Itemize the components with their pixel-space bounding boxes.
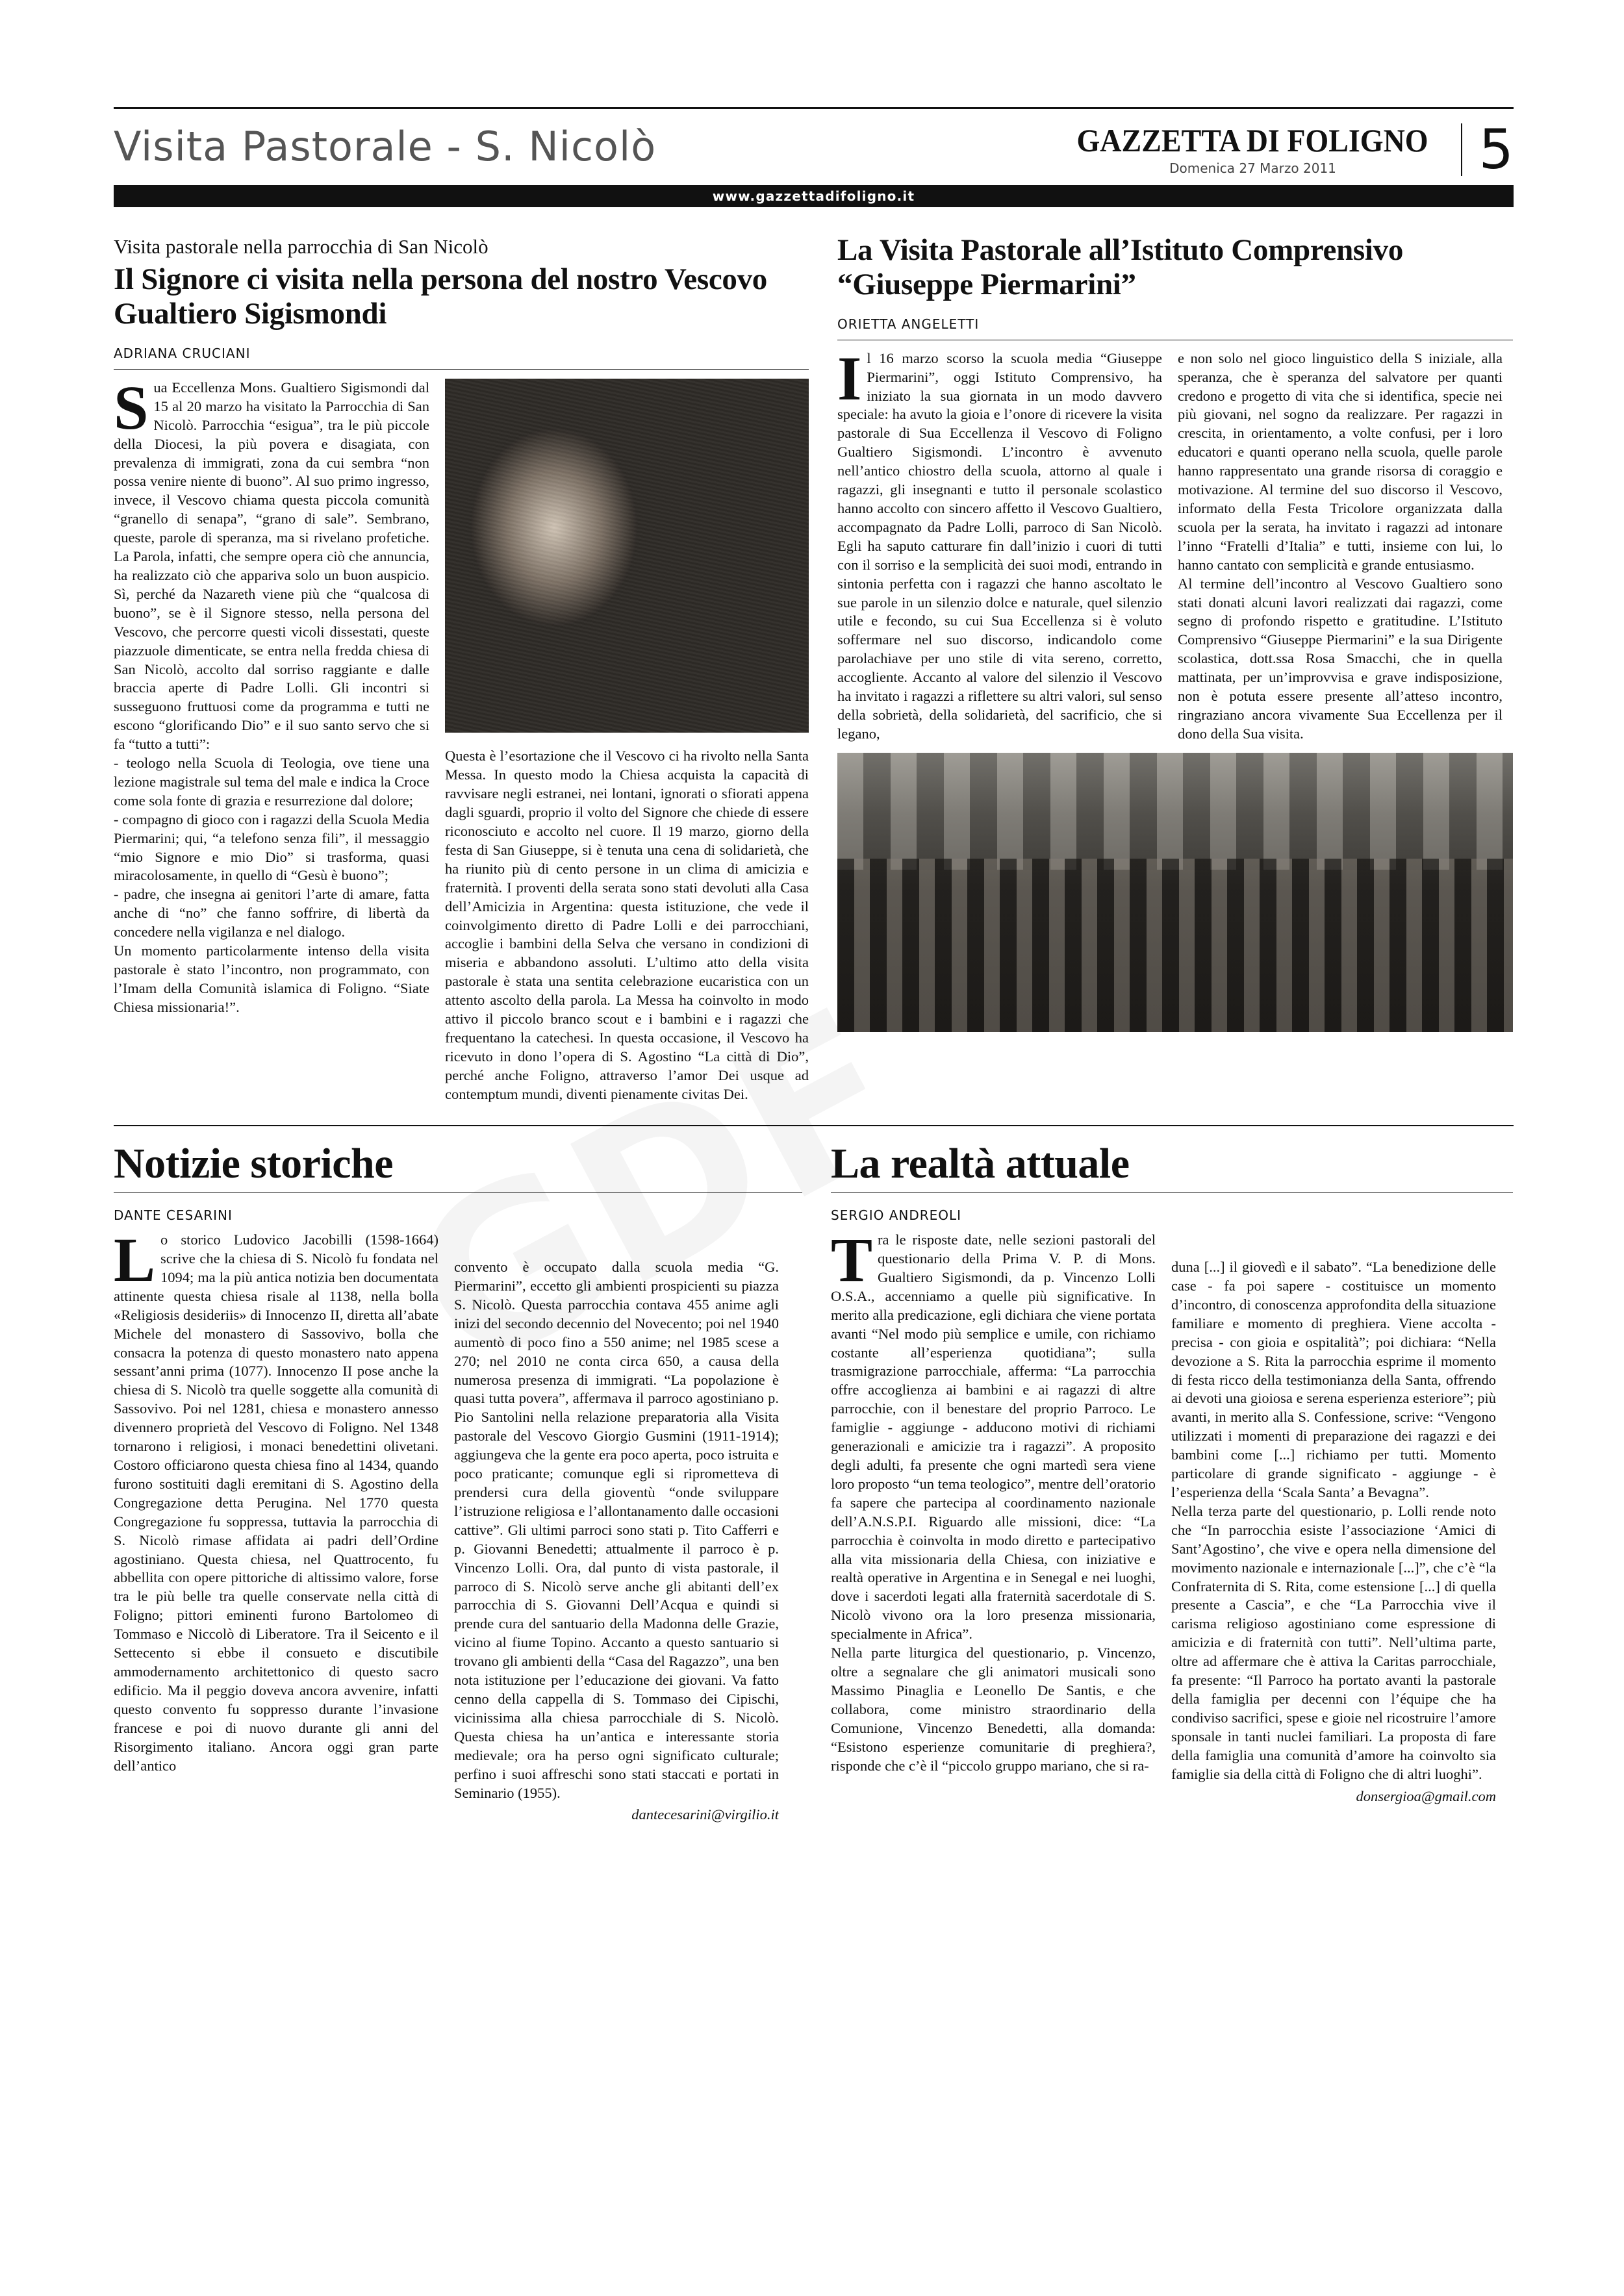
article1-headline: Il Signore ci visita nella persona del nostro Vescovo Gualtiero Sigismondi	[114, 262, 767, 331]
article4-headline: La realtà attuale	[831, 1140, 1130, 1188]
photo-incontro-chiostro	[837, 753, 1513, 1032]
article-realta-attuale	[831, 1130, 1513, 1823]
website-url: www.gazzettadifoligno.it	[712, 188, 915, 204]
article1-caption: Questa è l’esortazione che il Vescovo ci ha rivolto nella Santa Messa. In questo modo la Chiesa acquista la capacità di ravvisare negli estranei, nei lontani, ignorati o sfiorati appena dagli sguardi, proprio il volto del Signore che chiede di essere riconosciuto e accolto nel cuore. Il 19 marzo, giorno della festa di San Giuseppe, si è tenuta una cena di solidarietà, che ha riunito più di cento persone in un clima di amicizia e fraternità. I proventi della serata sono stati devoluti alla Casa dell’Amicizia in Argentina: questa istituzione, che vede il coinvolgimento diretto di Padre Lolli e dei parrocchiani, accoglie i bambini della Selva che versano in condizioni di miseria e abbandono assoluti. L’ultimo atto della visita pastorale è stata una sentita celebrazione eucaristica con un attento ascolto della parola. La Messa ha coinvolto in modo attivo il piccolo branco scout e i bambini e i ragazzi che frequentano la catechesi. In questa occasione, il Vescovo ha ricevuto in dono l’opera di S. Agostino “La città di Dio”, perché anche Foligno, attraverso l’amor Dei usque ad contemptum mundi, diventi pienamente civitas Dei.	[445, 748, 809, 1102]
issue-date: Domenica 27 Marzo 2011	[1169, 160, 1336, 176]
newspaper-name: GAZZETTA DI FOLIGNO	[1076, 122, 1429, 158]
article1-paragraph-4: - padre, che insegna ai genitori l’arte di amare, fatta anche di “no” che fanno soffrire, di libertà da concedere nella vigilanza e nel dialogo.	[114, 886, 429, 940]
divider	[831, 1192, 1513, 1193]
article1-kicker: Visita pastorale nella parrocchia di San Nicolò	[114, 234, 488, 258]
article2-column-2	[1178, 349, 1503, 744]
article3-byline: DANTE CESARINI	[114, 1207, 233, 1224]
newspaper-nameplate	[1061, 123, 1462, 176]
top-articles	[114, 212, 1514, 1119]
article4-column-2	[1171, 1231, 1496, 1804]
article2-headline: La Visita Pastorale all’Istituto Comprensivo “Giuseppe Piermarini”	[837, 233, 1404, 301]
divider	[114, 369, 809, 370]
article1-column-2	[445, 379, 809, 1118]
section-divider	[114, 1125, 1514, 1126]
article4-byline: SERGIO ANDREOLI	[831, 1207, 962, 1224]
masthead-right	[1061, 118, 1514, 182]
article1-byline: ADRIANA CRUCIANI	[114, 345, 251, 361]
article4-paragraph-2: Nella parte liturgica del questionario, p. Vincenzo, oltre a segnalare che gli animatori musicali sono Massimo Pinaglia e Leonello De Santis, e che collabora, come ministro straordinario della Comunione, Vincenzo Benedetti, alla domanda: “Esistono esperienze comunitarie di preghiera?, risponde che c’è il “piccolo gruppo mariano, che si ra-	[831, 1645, 1156, 1774]
article3-paragraph-1: Lo storico Ludovico Jacobilli (1598-1664) scrive che la chiesa di S. Nicolò fu fondata nel 1094; ma la più antica notizia ben documentata attinente questa chiesa risale al 1138, nella bolla «Religiosis desideriis» di Innocenzo II, diretta all’abate Michele del monastero di Sassovivo, bolla che consacra la potenza di questo monastero nato appena sessant’anni prima (1077). Innocenzo II pose anche la chiesa di S. Nicolò tra quelle soggette alla comunità di Sassovivo. Poi nel 1281, chiesa e monastero annesso divennero proprietà del Vescovo di Foligno. Nel 1348 tornarono i religiosi, i monaci benedettini olivetani. Costoro officiarono questa chiesa fino al 1434, quando furono sostituiti dagli eremitani di S. Agostino della Congregazione detta Perugina. Nel 1770 questa Congregazione fu soppressa, tuttavia la parrocchia di S. Nicolò rimase affidata ai padri dell’Ordine agostiniano. Questa chiesa, nel Quattrocento, fu abbellita con opere pittoriche di altissimo valore, forse tra le più belle tra quelle conservate nella città di Foligno; pittori eminenti furono Bartolomeo di Tommaso e Niccolò di Liberatore. Tra il Seicento e il Settecento si ebbe il consueto e discutibile ammodernamento architettonico di questo sacro edificio. Ma il peggio doveva ancora avvenire, infatti questo convento fu soppresso durante l’invasione francese e poi di nuovo durante gli anni del Risorgimento italiano. Ancora oggi gran parte dell’antico	[114, 1225, 438, 1774]
article3-column-2	[454, 1231, 779, 1823]
article1-paragraph-5: Un momento particolarmente intenso della visita pastorale è stato l’incontro, non programmato, con l’Imam della Comunità islamica di Foligno. “Siate Chiesa missionaria!”.	[114, 942, 429, 1015]
article4-paragraph-3: duna [...] il giovedì e il sabato”. “La benedizione delle case - fa poi sapere - costituisce un momento d’incontro, di conoscenza approfondita della situazione familiare e momento di preghiera. Viene accolta - precisa - con gioia e ospitalità”; poi dichiara: “Nella devozione a S. Rita la parrocchia esprime il momento di festa ricco della testimonianza della Santa, offrendo ai devoti una gioiosa e serena esperienza esteriore”; più avanti, in merito alla S. Confessione, scrive: “Vengono utilizzati i momenti di preparazione dei ragazzi e dei bambini come [...] richiamo per tutti. Momento particolare di grande significato - aggiunge - è l’esperienza della ‘Scala Santa’ a Bevagna”.	[1171, 1259, 1496, 1500]
article3-column-1	[114, 1225, 438, 1823]
article3-paragraph-2: convento è occupato dalla scuola media “G. Piermarini”, eccetto gli ambienti prospicienti su piazza S. Nicolò. Questa parrocchia contava 455 anime agli inizi del secondo decennio del Novecento; poi nel 1940 aumentò di poco fino a 550 anime; nel 1985 scese a 270; nel 2010 ne conta circa 650, a causa della numerosa presenza di immigrati. “La popolazione è quasi tutta povera”, affermava il parroco agostiniano p. Pio Santolini nella relazione preparatoria alla Visita pastorale del Vescovo Giorgio Gusmini (1911-1914); aggiungeva che la gente era poco aperta, poco istruita e poco praticante; comunque egli si riprometteva di prendersi cura della gioventù “onde sviluppare l’istruzione religiosa e l’allontanamento dalle occasioni cattive”. Gli ultimi parroci sono stati p. Tito Cafferri e p. Giovanni Benedetti; attualmente il parroco è p. Vincenzo Lolli. Ora, dal punto di vista pastorale, il parroco di S. Nicolò serve anche gli abitanti dell’ex parrocchia di S. Giovanni Dell’Acqua e quindi si prende cura del santuario della Madonna delle Grazie, vicino al fiume Topino. Accanto a questo santuario si trovano gli ambienti della “Casa del Ragazzo”, una ben nota istituzione per l’educazione dei giovani. Va fatto cenno della cappella di S. Tommaso dei Cipischi, vicinissima alla chiesa parrocchiale di S. Nicolò. Questa chiesa ha un’antica e interessante storia medievale; ora ha perso ogni significato culturale; perfino i suoi affreschi sono stati staccati e portati in Seminario (1955).	[454, 1259, 779, 1801]
article4-paragraph-1: Tra le risposte date, nelle sezioni pastorali del questionario della Prima V. P. di Mons. Gualtiero Sigismondi, da p. Vincenzo Lolli O.S.A., accenniamo a quelle più significative. In merito alla predicazione, egli dichiara che viene portata avanti “Nel modo più semplice e umile, con richiamo costante all’esperienza quotidiana”; sulla trasmigrazione parrocchiale, afferma: “La parrocchia offre accoglienza ai bambini e ai ragazzi di altre parrocchie, con il benestare del proprio Parroco. Le famiglie - aggiunge - adducono motivi di richiami generazionali e amicizie tra i ragazzi”. A proposito degli adulti, fa presente che ogni martedì sera viene loro proposto “un tema teologico”, mentre dell’oratorio fa sapere che partecipa al coordinamento nazionale dell’A.N.S.P.I. Riguardo alle missioni, dice: “La parrocchia è coinvolta in modo diretto e partecipativo alla vita missionaria della Chiesa, con iniziative e realtà operative in Argentina e in Senegal e nei luoghi, dove i sacerdoti legati alla fraternità sacerdotale di S. Nicolò vivono ora la loro presenza missionaria, specialmente in Africa”.	[831, 1225, 1156, 1643]
divider	[114, 1192, 802, 1193]
article2-paragraph-2: e non solo nel gioco linguistico della S iniziale, alla speranza, che è speranza del salvatore per quanti credono e progetto di vita che si identifica, specie nei più giovani, nel sogno da realizzare. Per ragazzi in crescita, in orientamento, a volte confusi, per i loro educatori e quanti operano nella scuola, quelle parole hanno rappresentato una grande risorsa di coraggio e motivazione. Al termine del suo discorso il Vescovo, informato della Festa Tricolore organizzata dalla scuola per la serata, ha invitato i ragazzi ad intonare l’inno “Fratelli d’Italia” e tutti, insieme con lui, lo hanno cantato con semplicità e grande entusiasmo.	[1178, 349, 1503, 573]
bottom-articles	[114, 1130, 1514, 1823]
article3-email[interactable]: dantecesarini@virgilio.it	[631, 1806, 779, 1823]
page-title: Visita Pastorale - S. Nicolò	[114, 122, 657, 170]
website-bar	[114, 185, 1514, 207]
article-notizie-storiche	[114, 1130, 802, 1823]
article1-column-1	[114, 372, 429, 1118]
photo-vescovo-padre-lolli	[445, 379, 809, 733]
article3-headline: Notizie storiche	[114, 1140, 393, 1188]
article1-paragraph-2: - teologo nella Scuola di Teologia, ove tiene una lezione magistrale sul tema del male e indica la Croce come sola fonte di grazia e resurrezione dal dolore;	[114, 755, 429, 809]
article4-paragraph-4: Nella terza parte del questionario, p. Lolli rende noto che “In parrocchia esiste l’associazione ‘Amici di Sant’Agostino’, che vive e opera nella dimensione del movimento nazionale e internazionale [...]”, che c’è “la Confraternita di S. Rita, come estensione [...] di quella presente a Cascia”, e che “La Parrocchia vive il carisma religioso agostiniano come espressione di amicizia e di fraternità con tutti”. Nell’ultima parte, oltre ad affermare che è attiva la Caritas parrocchiale, fa presente: “Il Parroco ha portato avanti la pastorale della famiglia per decenni con l’équipe che ha condiviso sacrifici, spese e gioie nel ricostruire l’amore sponsale in tanti nuclei familiari. La proposta di fare della famiglia una comunità d’amore ha coinvolto sia famiglie sia della città di Foligno che di altri luoghi”.	[1171, 1502, 1496, 1782]
article2-paragraph-3: Al termine dell’incontro al Vescovo Gualtiero sono stati donati alcuni lavori realizzati dai ragazzi, come segno di profondo rispetto e gratitudine. L’Istituto Comprensivo “Giuseppe Piermarini” e la sua Dirigente scolastica, dott.ssa Rosa Smacchi, che in quella mattinata, per un’improvvisa e grave indisposizione, non è potuta essere presente all’atteso incontro, ringraziano ancora vivamente Sua Eccellenza per il dono della Sua visita.	[1178, 575, 1503, 742]
article-istituto-piermarini	[837, 212, 1513, 1119]
article2-byline: ORIETTA ANGELETTI	[837, 316, 980, 332]
page-number: 5	[1478, 118, 1514, 182]
article2-column-1	[837, 343, 1162, 744]
article4-email[interactable]: donsergioa@gmail.com	[1356, 1787, 1496, 1804]
masthead	[114, 107, 1514, 182]
article2-paragraph-1: Il 16 marzo scorso la scuola media “Giuseppe Piermarini”, oggi Istituto Comprensivo, ha iniziato la sua giornata in un modo davvero speciale: ha avuto la gioia e l’onore di ricevere la visita pastorale di Sua Eccellenza il Vescovo di Foligno Gualtiero Sigismondi. L’incontro è avvenuto nell’antico chiostro della scuola, attorno al quale i ragazzi, gli insegnanti e tutto il personale scolastico hanno accolto con sincero affetto il Vescovo Gualtiero, accompagnato da Padre Lolli, parroco di San Nicolò. Egli ha saputo catturare fin dall’inizio i cuori di tutti con il sorriso e la semplicità dei suoi modi, entrando in sintonia perfetta con i ragazzi che hanno ascoltato le sue parole in un silenzio dolce e naturale, quel silenzio utile e fecondo, su cui Sua Eccellenza si è voluto soffermare nel suo discorso, indicandolo come parolachiave per uno stile di vita sereno, corretto, accogliente. Accanto al valore del silenzio il Vescovo ha invitato i ragazzi a riflettere su altri valori, sul senso della sobrietà, della solidarietà, del sacrificio, che si legano,	[837, 343, 1162, 742]
article1-paragraph-1: Sua Eccellenza Mons. Gualtiero Sigismondi dal 15 al 20 marzo ha visitato la Parrocchia di San Nicolò. Parrocchia “esigua”, tra le più piccole della Diocesi, la più povera e disagiata, con prevalenza di immigrati, zona da cui sembra “non possa venire niente di buono”. Al suo primo ingresso, invece, il Vescovo chiama questa piccola comunità “granello di senapa”, “grano di sale”. Sembrano, queste, parole di speranza, ma si rivelano profetiche. La Parola, infatti, che sempre opera ciò che annuncia, ha realizzato ciò che appariva solo un buon auspicio. Sì, perché da Nazareth viene più che “qualcosa di buono”, se è il Signore stesso, nella persona del Vescovo, che percorre questi vicoli dissestati, queste piazzuole dimenticate, se entra nella fredda chiesa di San Nicolò, accolto dal sorriso raggiante e dalle braccia aperte di Padre Lolli. Gli incontri si susseguono fruttuosi come da programma e tutti ne escono “glorificando Dio” e il suo santo servo che si fa “tutto a tutti”:	[114, 372, 429, 753]
article4-column-1	[831, 1225, 1156, 1804]
article-visita-pastorale	[114, 212, 809, 1119]
article1-paragraph-3: - compagno di gioco con i ragazzi della Scuola Media Piermarini; qui, “a telefono senza fili”, il messaggio “mio Signore e mio Dio” si trasforma, quasi miracolosamente, in quello di “Gesù è buono”;	[114, 811, 429, 884]
